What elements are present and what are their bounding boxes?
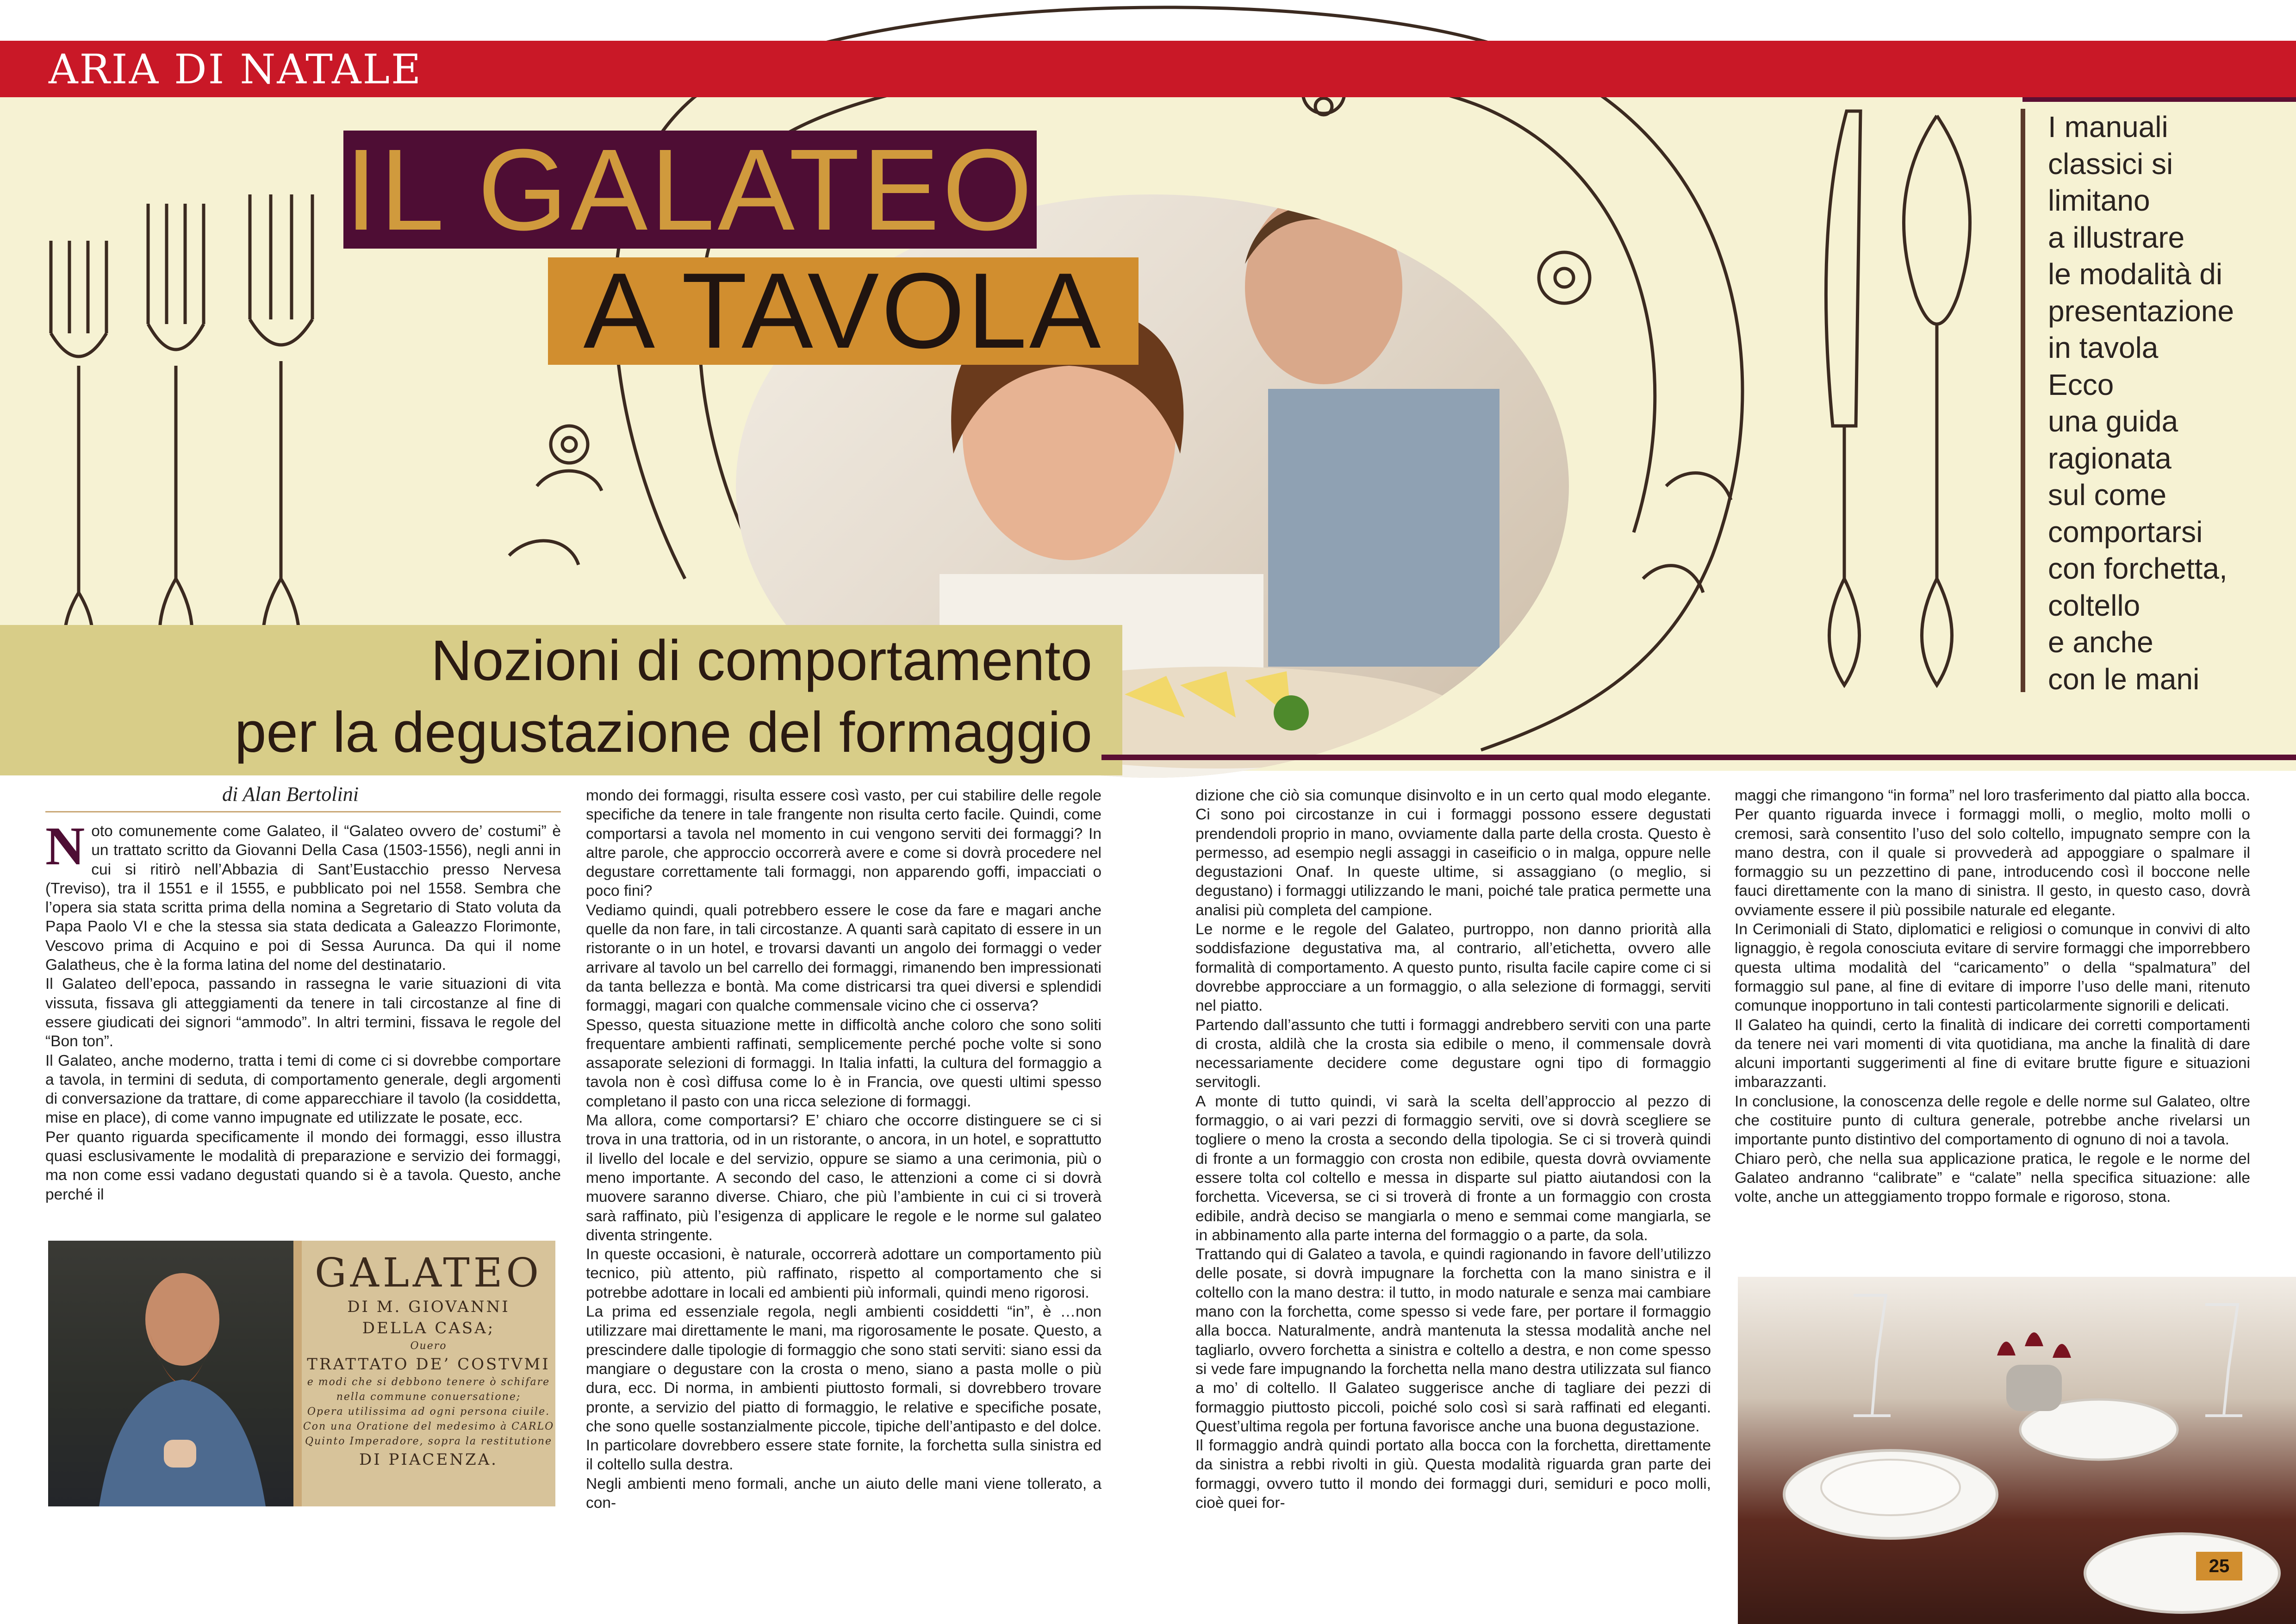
galateo-book-photo [48,1241,555,1506]
paragraph: La prima ed essenziale regola, negli ambienti cosiddetti “in”, è …non utilizzare mai direttamente le mani, ma rigorosamente le posate. Questo, a prescindere dalle tipologie di formaggio che sono stati serviti: siano essi da mangiare o degustare con la crosta o meno, siano a pasta molle o più dura, ecc. Di norma, in ambienti piuttosto formali, si dovrebbero trovare pronte, a servizio del piatto di formaggio, le relative e specifiche posate, che sono quelle sostanzialmente piccole, tipiche dell’antipasto e del dolce. In particolare dovrebbero essere state fornite, la forchetta sulla sinistra ed il coltello sulla destra. [586,1303,1101,1474]
paragraph: Trattando qui di Galateo a tavola, e quindi ragionando in favore dell’utilizzo delle posate, si dovrà impugnare la forchetta con la mano sinistra e il coltello con la mano destra: il tutto, in modo naturale e senza mai cambiare mano con la forchetta, come spesso si vede fare, per portare il formaggio alla bocca. Naturalmente, andrà mantenuta la stessa modalità anche nel tagliarlo, ovvero forchetta a sinistra e coltello a destra, e non come spesso si vede fare impugnando la forchetta nella mano destra utilizzata sul fianco a mo’ di coltello. Il Galateo suggerisce anche di tagliare dei pezzi di formaggio piuttosto piccoli, poiché solo così si sarà raffinati ed eleganti. Quest’ultima regola per fortuna favorisce anche una buona degustazione. [1195,1246,1711,1435]
title-line-2: A TAVOLA [548,257,1139,365]
paragraph: In queste occasioni, è naturale, occorrerà adottare un comportamento più tecnico, più attento, più raffinato, rispetto al comportamento che si potrebbe adottare in locali ed ambienti più informali, quindi meno rigorosi. [586,1246,1101,1301]
leaf-doodle [1643,473,1731,593]
wine-glass [2205,1305,2242,1416]
tagline-line: una guida [2048,405,2178,438]
tagline-line: in tavola [2048,331,2159,364]
tagline-line: con forchetta, [2048,552,2228,585]
byline: di Alan Bertolini [222,783,359,806]
subtitle-line-2: per la degustazione del formaggio [234,701,1092,764]
knife-icon [1826,111,1860,685]
subtitle-line-1: Nozioni di comportamento [431,629,1092,693]
tagline-rule [2021,109,2025,692]
divider-rule [1101,755,2296,760]
flower-doodle [1555,269,1574,287]
fork-icon [51,241,106,676]
man-shirt [1268,389,1500,667]
paragraph: Il Galateo, anche moderno, tratta i temi di come ci si dovrebbe comportare a tavola, in termini di seduta, di comportamento generale, degli argomenti di conversazione da trattare, di come apparecchiare il tavolo (la cosiddetta, mise en place), di come vanno impugnate ed utilizzate le posate, ecc. [45,1052,561,1127]
paragraph: In conclusione, la conoscenza delle regole e delle norme sul Galateo, oltre che costituire punto di cultura generale, potrebbe anche rivelarsi un importante punto distintivo del comportamento di ognuno di noi a tavola. [1735,1093,2250,1149]
header-rule [2022,97,2296,102]
flower-doodle [551,426,588,463]
fork-icon [148,204,204,685]
book-line: DI M. GIOVANNI [347,1298,510,1316]
portrait-della-casa [48,1241,293,1506]
book-line: TRATTATO DE’ COSTVMI [307,1355,550,1374]
tagline-line: sul come [2048,478,2167,512]
tagline-line: a illustrare [2048,220,2185,254]
paragraph: Vediamo quindi, quali potrebbero essere le cose da fare e magari anche quelle da non fare, in tali circostanze. A quanti sarà capitato di essere in un ristorante o in un hotel, e trovarsi davanti un angolo dei formaggi o veder arrivare al tavolo un bel carrello dei formaggi, rimanendo ben impressionati da tanta bellezza e bontà. Ma come districarsi tra quei diversi e splendidi formaggi, magari con qualche commensale vicino che ci osserva? [586,901,1101,1015]
plate [2085,1534,2279,1612]
tagline-line: Ecco [2048,368,2114,401]
paragraph: Chiaro però, che nella sua applicazione pratica, le regole e le norme del Galateo andranno “calibrate” e “calate” nella specifica situazione: alle volte, anche un atteggiamento troppo formale e rigoroso, stona. [1735,1150,2250,1206]
tagline-line: ragionata [2048,441,2172,475]
portrait-illustration [48,1241,293,1506]
paragraph: Il Galateo dell’epoca, passando in rassegna le varie situazioni di vita vissuta, fissava gli atteggiamenti da tenere in tali circostanze al fine di essere giudicati dei signori “ammodo”. In altri termini, fissava le regole del “Bon ton”. [45,975,561,1050]
book-line: Ouero [410,1340,447,1352]
book-title: GALATEO [315,1250,542,1296]
book-title-page [302,1241,555,1506]
parsley [1274,695,1309,731]
spoon-icon [1904,116,1970,685]
drop-cap: N [45,816,85,876]
plate [1821,1460,1960,1515]
book-line: DELLA CASA; [362,1319,495,1337]
book-line: nella commune conuersatione; [336,1391,521,1403]
tagline-line: le modalità di [2048,257,2223,291]
tagline-line: presentazione [2048,294,2234,328]
subtitle [28,625,1092,768]
article-column-4 [1735,786,2250,1207]
article-column-2 [586,786,1101,1512]
book-line: Con una Oratione del medesimo à CARLO [303,1421,554,1432]
paragraph: mondo dei formaggi, risulta essere così vasto, per cui stabilire delle regole specifiche da tenere in tale frangente non risulta certo facile. Quindi, come comportarsi a tavola nel momento in cui vengono serviti dei formaggi? In altre parole, che approccio occorrerà avere e come si dovrà procedere nel degustare correttamente tali formaggi, non apparendo goffi, impacciati o poco fini? [586,787,1101,900]
page-number: 25 [2196,1552,2242,1580]
book-line: DI PIACENZA. [359,1450,498,1469]
paragraph: Noto comunemente come Galateo, il “Galateo ovvero de’ costumi” è un trattato scritto da Giovanni Della Casa (1503-1556), negli anni in cui si ritirò nell’Abbazia di Sant’Eustacchio presso Nervesa (Treviso), tra il 1551 e il 1555, e pubblicato poi nel 1558. Sembra che l’opera sia stata scritta prima della nomina a Segretario di Stato voluta da Papa Paolo VI e che la stessa sia stata dedicata a Galeazzo Florimonte, Vescovo prima di Acquino e poi di Sessa Aurunca. Da qui il nome Galatheus, che è la forma latina del nome del destinatario. [45,816,561,974]
tagline-line: con le mani [2048,662,2200,696]
paragraph: Il formaggio andrà quindi portato alla bocca con la forchetta, direttamente da sinistra a rebbi rivolti in giù. Questa modalità riguarda gran parte dei formaggi, ovvero tutto il mondo dei formaggi duri, semiduri e poco molli, cioè quei for- [1195,1437,1711,1512]
article-column-3 [1195,786,1711,1512]
title-line-1: IL GALATEO [343,131,1037,249]
paragraph: In Cerimoniali di Stato, diplomatici e religiosi o comunque in convivi di alto lignaggio, è regola conosciuta evitare di servire formaggi che imporrebbero questa ultima modalità del “caricamento” o della “spalmatura” del formaggio sul pane, al fine di evitare di imporre l’uso delle mani, ritenuto comunque inopportuno in tali contesti particolarmente signorili e delicati. [1735,921,2250,1015]
tagline-line: coltello [2048,588,2140,622]
paragraph: Partendo dall’assunto che tutti i formaggi andrebbero serviti con una parte di crosta, aldilà che la crosta sia edibile o meno, il commensale dovrà necessariamente decidere come degustare ogni tipo di formaggio servitogli. [1195,1016,1711,1091]
flower-doodle [1539,252,1590,303]
wine-glass [1854,1295,1891,1416]
article-column-1 [45,816,561,1204]
tagline-line: I manuali [2048,110,2168,144]
fork-icon [250,194,312,690]
tagline [2048,109,2289,698]
section-label: ARIA DI NATALE [49,45,423,93]
book-line: e modi che si debbono tenere ò schifare [307,1376,550,1388]
paragraph: A monte di tutto quindi, vi sarà la scelta dell’approccio al pezzo di formaggio, o ai vari pezzi di formaggio serviti, ove si dovrà scegliere se togliere o meno la crosta a secondo della tipologia. Se ci si troverà quindi di fronte a un formaggio con crosta non edibile, questa dovrà ovviamente essere tolta col coltello e messa in disparte sul piatto aiutandosi con la forchetta. Viceversa, se ci si troverà di fronte a un formaggio con crosta edibile, andrà deciso se mangiarla o meno e semmai come mangiarla, se in abbinamento alla parte interna del formaggio o a parte, da sola. [1195,1093,1711,1244]
paragraph: dizione che ciò sia comunque disinvolto e in un certo qual modo elegante. Ci sono poi circostanze in cui i formaggi possono essere degustati prendendoli proprio in mano, ovviamente dalla parte della crosta. Questo è permesso, ad esempio negli assaggi in caseificio o in malga, oppure nelle degustazioni Onaf. In queste ultime, si assaggiano (o meglio, si degustano) i formaggi utilizzando le mani, poiché tale pratica permette una analisi più completa del campione. [1195,787,1711,919]
book-text [302,1250,555,1470]
book-line: Quinto Imperadore, sopra la restitutione [305,1436,553,1447]
tagline-line: comportarsi [2048,515,2203,549]
tulip-flowers [1997,1332,2071,1358]
paragraph: Negli ambienti meno formali, anche un aiuto delle mani viene tollerato, a con- [586,1475,1101,1512]
tagline-line: limitano [2048,184,2150,217]
tagline-line: e anche [2048,625,2153,659]
paragraph: Il Galateo ha quindi, certo la finalità di indicare dei corretti comportamenti da tenere nei vari momenti di vita quotidiana, ma anche la finalità di dare alcuni importanti suggerimenti al fine di evitare brutte figure e situazioni imbarazzanti. [1735,1016,2250,1091]
book-line: Opera utilissima ad ogni persona ciuile. [307,1406,550,1418]
flower-doodle [562,437,576,451]
tagline-line: classici si [2048,147,2173,181]
paragraph: Le norme e le regole del Galateo, purtroppo, non danno priorità alla soddisfazione degustativa ma, al contrario, all’etichetta, ovvero alle formalità di comportamento. A questo punto, risulta facile capire come ci si dovrebbe approcciare a un formaggio, o alla selezione di formaggi, serviti nel piatto. [1195,921,1711,1015]
leaf-doodle [509,471,602,565]
hand [164,1440,196,1468]
paragraph: maggi che rimangono “in forma” nel loro trasferimento dal piatto alla bocca. Per quanto riguarda invece i formaggi molli, o meglio, molto molli o cremosi, sarà consentito l’uso del solo coltello, impugnato sempre con la mano destra, con il quale si provvederà ad appoggiare o spalmare il formaggio su un pezzettino di pane, introducendo così il boccone nelle fauci direttamente con la mano di sinistra. Il gesto, in questo caso, dovrà ovviamente essere il più possibile naturale ed elegante. [1735,787,2250,919]
paragraph: Per quanto riguarda specificamente il mondo dei formaggi, esso illustra quasi esclusivamente le modalità di preparazione e servizio dei formaggi, ma non come essi vadano degustati quando si è a tavola. Questo, anche perché il [45,1128,561,1203]
vase [2006,1365,2062,1411]
byline-rule [45,811,561,812]
paragraph: Ma allora, come comportarsi? E’ chiaro che occorre distinguere se ci si trova in una trattoria, od in un ristorante, o ancora, in un hotel, e soprattutto il livello del locale e del servizio, oppure se siamo a una cerimonia, più o meno importante. A secondo del caso, le attenzioni a come ci si dovrà muovere saranno diverse. Chiaro, che più l’ambiente in cui ci si troverà sarà raffinato, più l’esigenza di applicare le regole e le norme sul galateo diventa stringente. [586,1112,1101,1244]
paragraph: Spesso, questa situazione mette in difficoltà anche coloro che sono soliti frequentare ambienti raffinati, semplicemente perché poche volte si sono assaporate selezioni di formaggi. In Italia infatti, la cultura del formaggio a tavola non è così diffusa come lo è in Francia, ove questi ultimi spesso completano il pasto con una ricca selezione di formaggi. [586,1016,1101,1110]
